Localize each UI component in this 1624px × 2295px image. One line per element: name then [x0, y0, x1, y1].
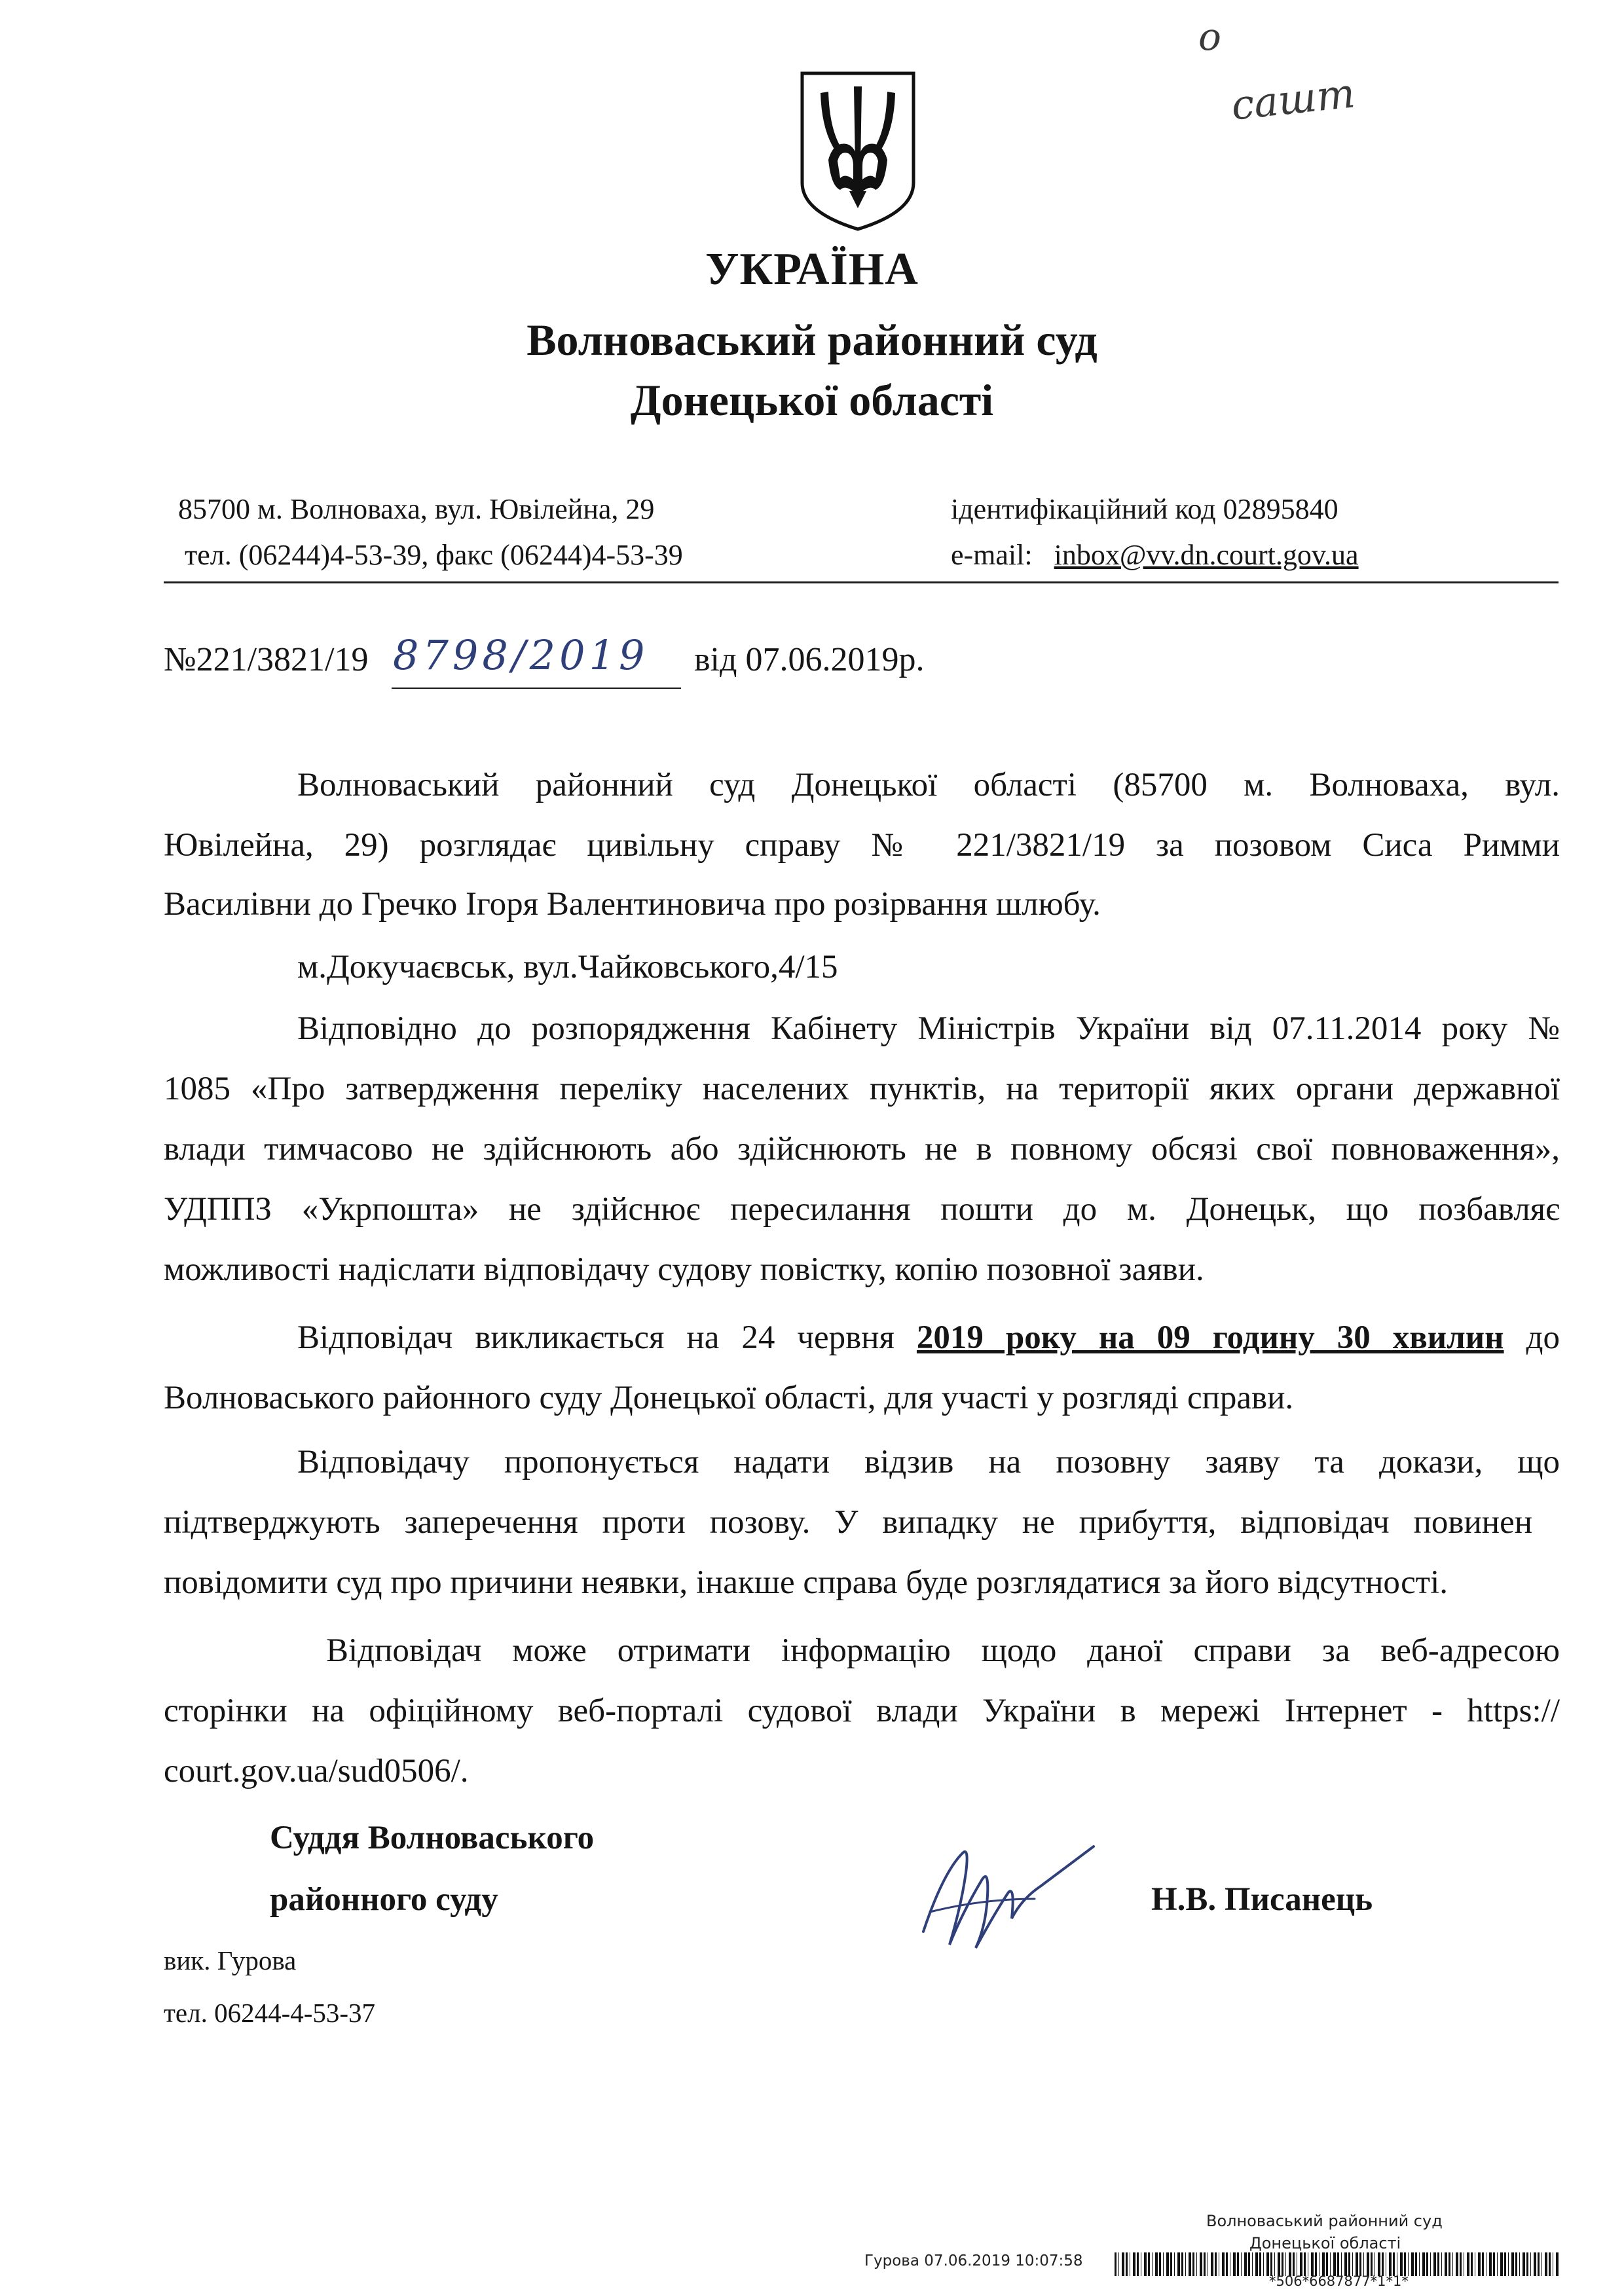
executor: вик. Гурова	[164, 1945, 297, 1975]
barcode	[1115, 2252, 1559, 2276]
para5-line1: Відповідач може отримати інформацію щодо даної справи за веб-адресою	[326, 1632, 1560, 1669]
court-name-line1: Волноваський районний суд	[526, 315, 1098, 365]
reference-date: від 07.06.2019р.	[694, 641, 925, 678]
trident-coat-of-arms-icon	[797, 68, 919, 233]
reference-number: №221/3821/19	[164, 641, 369, 678]
hearing-date-time: 2019 року на 09 годину 30 хвилин	[916, 1319, 1504, 1356]
para2-line3: влади тимчасово не здійснюють або здійснюють не в повному обсязі свої повноваження»,	[164, 1131, 1560, 1167]
para1-line3: Василівни до Гречко Ігоря Валентиновича про розірвання шлюбу.	[164, 886, 1101, 923]
reference-underline	[392, 688, 681, 689]
para3-line2: Волноваського районного суду Донецької області, для участі у розгляді справи.	[164, 1380, 1294, 1416]
header-divider	[164, 581, 1559, 583]
judge-title-line2: районного суду	[270, 1881, 498, 1918]
defendant-address: м.Докучаєвськ, вул.Чайковського,4/15	[297, 949, 838, 985]
stamp-registered: Гурова 07.06.2019 10:07:58	[864, 2252, 1083, 2269]
judge-name: Н.В. Писанець	[1151, 1881, 1373, 1918]
handwritten-note: сашт	[1228, 69, 1357, 130]
para1-line1: Волноваський районний суд Донецької області (85700 м. Волноваха, вул.	[297, 767, 1560, 803]
signature-image	[904, 1833, 1100, 1964]
para4-line3: повідомити суд про причини неявки, інакше справа буде розглядатися за його відсутності.	[164, 1564, 1448, 1601]
court-phone: тел. (06244)4-53-39, факс (06244)4-53-39	[185, 539, 683, 571]
para5-line2: сторінки на офіційному веб-порталі судової влади України в мережі Інтернет - https://	[164, 1693, 1560, 1729]
id-code: ідентифікаційний код 02895840	[951, 493, 1338, 525]
executor-phone: тел. 06244-4-53-37	[164, 1998, 376, 2028]
barcode-text: *506*6687877*1*1*	[1269, 2273, 1409, 2289]
stamp-court-line2: Донецької області	[1249, 2234, 1401, 2252]
email-label: e-mail:	[951, 539, 1033, 571]
para3-line1	[297, 1319, 1560, 1357]
email-row	[951, 538, 1359, 572]
para3-text-after: до	[1504, 1319, 1560, 1356]
country-title: УКРАЇНА	[705, 244, 919, 295]
para1-line2: Ювілейна, 29) розглядає цивільну справу № 221/3821/19 за позовом Сиса Римми	[164, 827, 1560, 864]
para5-line3: court.gov.ua/sud0506/.	[164, 1753, 469, 1790]
para2-line1: Відповідно до розпорядження Кабінету Міністрів України від 07.11.2014 року №	[297, 1010, 1560, 1047]
para2-line2: 1085 «Про затвердження переліку населених пунктів, на території яких органи державної	[164, 1071, 1560, 1107]
court-address: 85700 м. Волноваха, вул. Ювілейна, 29	[178, 493, 655, 525]
handwritten-mark: о	[1198, 14, 1221, 59]
judge-title-line1: Суддя Волноваського	[270, 1820, 595, 1856]
email-link[interactable]: inbox@vv.dn.court.gov.ua	[1054, 539, 1359, 571]
stamp-court-line1: Волноваський районний суд	[1206, 2212, 1443, 2230]
court-name-line2: Донецької області	[630, 375, 994, 425]
para2-line4: УДППЗ «Укрпошта» не здійснює пересилання пошти до м. Донецьк, що позбавляє	[164, 1191, 1560, 1228]
para4-line2: підтверджують заперечення проти позову. У випадку не прибуття, відповідач повинен	[164, 1504, 1532, 1541]
para2-line5: можливості надіслати відповідачу судову повістку, копію позовної заяви.	[164, 1251, 1204, 1288]
para4-line1: Відповідачу пропонується надати відзив на позовну заяву та докази, що	[297, 1444, 1560, 1480]
handwritten-registration-text: 8798/2019	[393, 631, 649, 679]
handwritten-registration-number	[393, 629, 668, 694]
para3-text-before: Відповідач викликається на 24 червня	[297, 1319, 917, 1356]
